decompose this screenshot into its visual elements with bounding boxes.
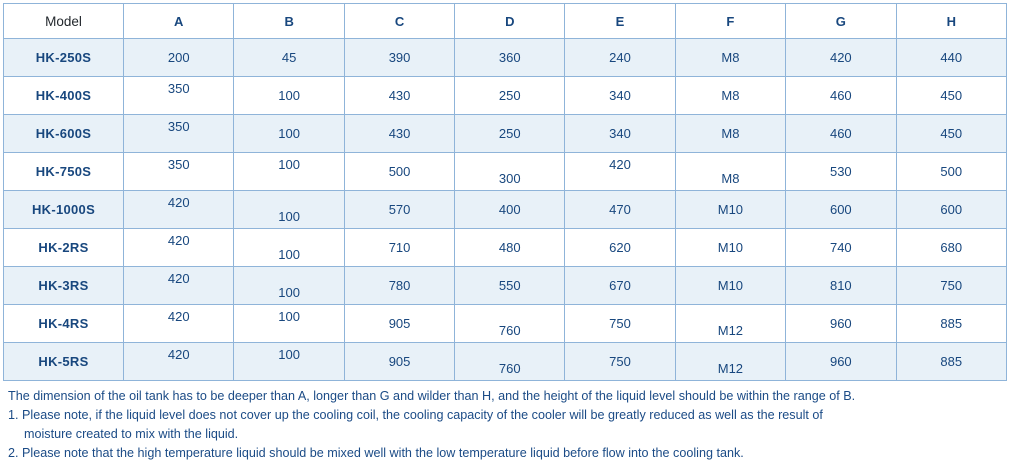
cell-value: 710: [388, 240, 411, 255]
cell-value: 600: [940, 202, 963, 217]
cell-value: 780: [388, 278, 411, 293]
table-body: [4, 39, 1007, 381]
cell-b: [234, 343, 344, 381]
cell-value: 480: [498, 240, 521, 255]
cell-value: 740: [829, 240, 852, 255]
cell-model: HK-400S: [4, 77, 124, 115]
cell-value: 100: [278, 209, 300, 224]
cell-a: [124, 229, 234, 267]
cell-value: 670: [609, 278, 631, 293]
cell-value: 100: [278, 88, 300, 103]
cell-value: 680: [940, 240, 963, 255]
cell-a: [124, 77, 234, 115]
cell-d: [455, 229, 565, 267]
cell-value: M10: [717, 202, 744, 217]
cell-f: [675, 343, 785, 381]
cell-f: [675, 267, 785, 305]
cell-b: [234, 77, 344, 115]
cell-g: [786, 191, 896, 229]
cell-model: HK-5RS: [4, 343, 124, 381]
cell-value: 500: [940, 164, 963, 179]
cell-g: [786, 267, 896, 305]
column-header-c: C: [344, 4, 454, 39]
cell-f: [675, 305, 785, 343]
cell-value: 500: [388, 164, 411, 179]
cell-value: 760: [498, 323, 521, 338]
cell-e: [565, 229, 675, 267]
table-row: [4, 39, 1007, 77]
cell-d: [455, 39, 565, 77]
cell-value: M8: [721, 171, 740, 186]
cell-f: [675, 77, 785, 115]
cell-e: [565, 153, 675, 191]
cell-b: [234, 191, 344, 229]
cell-e: [565, 343, 675, 381]
cell-value: 420: [609, 157, 631, 172]
cell-value: 760: [498, 361, 521, 376]
cell-g: [786, 39, 896, 77]
cell-c: [344, 191, 454, 229]
cell-value: 350: [167, 119, 190, 134]
cell-value: 960: [829, 354, 852, 369]
cell-value: 905: [388, 354, 411, 369]
cell-value: 250: [498, 88, 521, 103]
cell-value: 350: [167, 81, 190, 96]
cell-value: 340: [609, 126, 631, 141]
cell-h: [896, 153, 1006, 191]
cell-value: 350: [167, 157, 190, 172]
column-header-model: Model: [4, 4, 124, 39]
column-header-h: H: [896, 4, 1006, 39]
cell-value: 420: [167, 347, 190, 362]
table-header: [4, 4, 1007, 39]
cell-value: M12: [717, 323, 744, 338]
cell-value: 250: [498, 126, 521, 141]
cell-value: 600: [829, 202, 852, 217]
cell-value: 420: [167, 271, 190, 286]
cell-g: [786, 305, 896, 343]
cell-c: [344, 153, 454, 191]
cell-b: [234, 267, 344, 305]
cell-e: [565, 77, 675, 115]
cell-h: [896, 229, 1006, 267]
dimensions-table: [3, 3, 1007, 381]
cell-b: [234, 39, 344, 77]
cell-value: 460: [829, 126, 852, 141]
cell-c: [344, 115, 454, 153]
cell-d: [455, 267, 565, 305]
column-header-e: E: [565, 4, 675, 39]
table-row: [4, 77, 1007, 115]
table-row: [4, 305, 1007, 343]
cell-model: HK-250S: [4, 39, 124, 77]
cell-h: [896, 115, 1006, 153]
column-header-d: D: [455, 4, 565, 39]
cell-value: 750: [940, 278, 963, 293]
cell-value: 450: [940, 88, 963, 103]
cell-value: 420: [167, 309, 190, 324]
cell-value: 240: [609, 50, 631, 65]
cell-g: [786, 115, 896, 153]
column-header-a: A: [124, 4, 234, 39]
cell-d: [455, 115, 565, 153]
table-row: [4, 229, 1007, 267]
cell-a: [124, 305, 234, 343]
cell-a: [124, 343, 234, 381]
column-header-g: G: [786, 4, 896, 39]
cell-value: 885: [940, 316, 963, 331]
cell-a: [124, 267, 234, 305]
note-line-1: The dimension of the oil tank has to be deeper than A, longer than G and wilder than H, and the height of the liquid level should be within the range of B.: [8, 389, 856, 403]
cell-value: 420: [829, 50, 852, 65]
cell-value: 620: [609, 240, 631, 255]
cell-h: [896, 305, 1006, 343]
cell-value: M8: [721, 88, 740, 103]
note-line-2: 1. Please note, if the liquid level does not cover up the cooling coil, the cooling capacity of the cooler will be greatly reduced as well as the result of: [8, 407, 823, 422]
cell-f: [675, 115, 785, 153]
cell-c: [344, 39, 454, 77]
table-row: [4, 191, 1007, 229]
cell-value: M12: [717, 361, 744, 376]
cell-value: 360: [498, 50, 521, 65]
cell-value: 100: [278, 247, 300, 262]
cell-e: [565, 305, 675, 343]
cell-c: [344, 305, 454, 343]
cell-c: [344, 267, 454, 305]
note-line-2-cont: moisture created to mix with the liquid.: [24, 426, 239, 441]
cell-value: 45: [281, 50, 297, 65]
cell-a: [124, 39, 234, 77]
cell-value: 570: [388, 202, 411, 217]
cell-b: [234, 229, 344, 267]
column-header-b: B: [234, 4, 344, 39]
table-row: [4, 153, 1007, 191]
cell-value: 340: [609, 88, 631, 103]
cell-value: M10: [717, 278, 744, 293]
notes-block: [8, 388, 1004, 463]
cell-g: [786, 77, 896, 115]
cell-d: [455, 343, 565, 381]
cell-a: [124, 153, 234, 191]
cell-value: 530: [829, 164, 852, 179]
cell-h: [896, 39, 1006, 77]
cell-value: 460: [829, 88, 852, 103]
cell-model: HK-1000S: [4, 191, 124, 229]
cell-a: [124, 115, 234, 153]
cell-value: 905: [388, 316, 411, 331]
cell-value: 450: [940, 126, 963, 141]
header-row: [4, 4, 1007, 39]
cell-f: [675, 191, 785, 229]
cell-e: [565, 115, 675, 153]
cell-value: 810: [829, 278, 852, 293]
cell-value: M10: [717, 240, 744, 255]
cell-value: 100: [278, 126, 300, 141]
spec-sheet: [0, 3, 1010, 466]
cell-g: [786, 229, 896, 267]
cell-model: HK-4RS: [4, 305, 124, 343]
cell-a: [124, 191, 234, 229]
cell-g: [786, 343, 896, 381]
cell-b: [234, 305, 344, 343]
cell-value: 200: [167, 50, 190, 65]
cell-value: 470: [609, 202, 631, 217]
cell-d: [455, 305, 565, 343]
table-row: [4, 343, 1007, 381]
cell-value: 420: [167, 233, 190, 248]
cell-h: [896, 191, 1006, 229]
table-row: [4, 115, 1007, 153]
cell-e: [565, 39, 675, 77]
cell-value: 750: [609, 354, 631, 369]
cell-value: 300: [498, 171, 521, 186]
cell-b: [234, 153, 344, 191]
cell-value: 100: [278, 157, 300, 172]
cell-c: [344, 229, 454, 267]
column-header-f: F: [675, 4, 785, 39]
cell-b: [234, 115, 344, 153]
cell-d: [455, 77, 565, 115]
cell-value: 430: [388, 126, 411, 141]
cell-value: 390: [388, 50, 411, 65]
cell-c: [344, 343, 454, 381]
cell-value: 420: [167, 195, 190, 210]
cell-d: [455, 191, 565, 229]
cell-h: [896, 343, 1006, 381]
cell-f: [675, 229, 785, 267]
cell-model: HK-600S: [4, 115, 124, 153]
cell-g: [786, 153, 896, 191]
cell-value: 885: [940, 354, 963, 369]
cell-value: 430: [388, 88, 411, 103]
cell-value: 100: [278, 309, 300, 324]
cell-value: 100: [278, 347, 300, 362]
cell-f: [675, 39, 785, 77]
cell-value: 440: [940, 50, 963, 65]
cell-model: HK-3RS: [4, 267, 124, 305]
cell-model: HK-2RS: [4, 229, 124, 267]
cell-h: [896, 267, 1006, 305]
cell-value: 550: [498, 278, 521, 293]
cell-c: [344, 77, 454, 115]
cell-e: [565, 267, 675, 305]
note-line-3: 2. Please note that the high temperature liquid should be mixed well with the low temperature liquid before flow into the cooling tank.: [8, 445, 744, 460]
cell-f: [675, 153, 785, 191]
cell-model: HK-750S: [4, 153, 124, 191]
table-row: [4, 267, 1007, 305]
cell-value: 750: [609, 316, 631, 331]
cell-value: M8: [721, 126, 740, 141]
cell-value: 100: [278, 285, 300, 300]
cell-value: 400: [498, 202, 521, 217]
cell-d: [455, 153, 565, 191]
cell-h: [896, 77, 1006, 115]
cell-e: [565, 191, 675, 229]
cell-value: 960: [829, 316, 852, 331]
cell-value: M8: [721, 50, 740, 65]
